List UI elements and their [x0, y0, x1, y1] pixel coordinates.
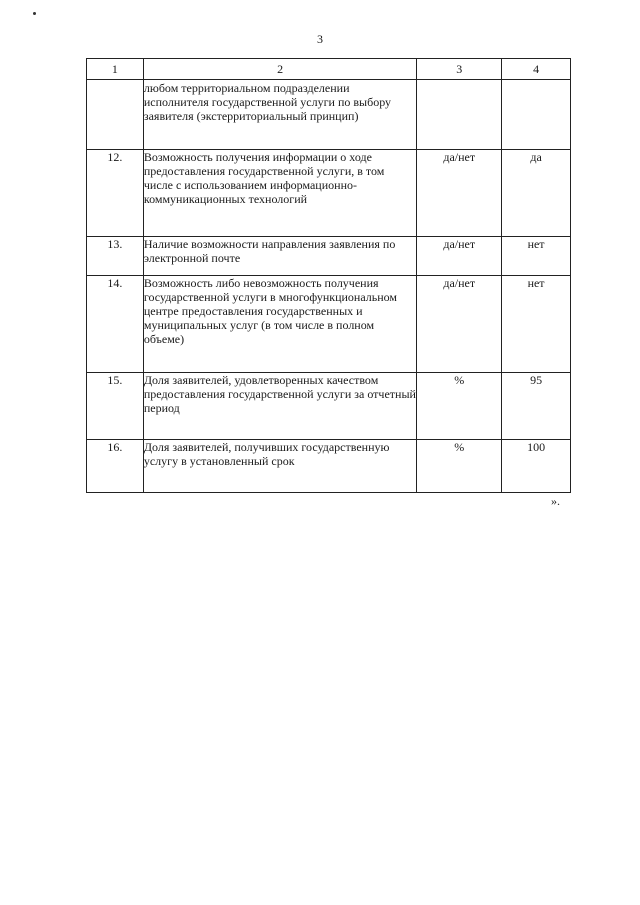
indicator-description: Возможность получения информации о ходе предоставления государственной услуги, в том числе с использованием информационно-коммуникационных технологий [143, 150, 417, 237]
unit-cell: да/нет [417, 237, 502, 276]
table-row [87, 440, 571, 493]
table-row [87, 150, 571, 237]
unit-cell: да/нет [417, 276, 502, 373]
value-cell [502, 80, 571, 150]
value-cell: 100 [502, 440, 571, 493]
row-number [87, 80, 144, 150]
unit-cell: % [417, 440, 502, 493]
indicator-description: Возможность либо невозможность получения государственной услуги в многофункциональном центре предоставления государственных и муниципальных услуг (в том числе в полном объеме) [143, 276, 417, 373]
row-number: 12. [87, 150, 144, 237]
table-row [87, 373, 571, 440]
column-header-4: 4 [502, 59, 571, 80]
table-row [87, 237, 571, 276]
value-cell: нет [502, 237, 571, 276]
row-number: 14. [87, 276, 144, 373]
column-header-3: 3 [417, 59, 502, 80]
indicator-description: любом территориальном подразделении исполнителя государственной услуги по выбору заявителя (экстерриториальный принцип) [143, 80, 417, 150]
page-number: 3 [317, 32, 323, 46]
indicator-description: Наличие возможности направления заявления по электронной почте [143, 237, 417, 276]
unit-cell: % [417, 373, 502, 440]
unit-cell: да/нет [417, 150, 502, 237]
indicators-table [86, 58, 571, 493]
scan-artifact-dot [33, 12, 36, 15]
row-number: 16. [87, 440, 144, 493]
value-cell: да [502, 150, 571, 237]
indicator-description: Доля заявителей, удовлетворенных качеством предоставления государственной услуги за отчетный период [143, 373, 417, 440]
table-row [87, 80, 571, 150]
table-row [87, 276, 571, 373]
indicator-description: Доля заявителей, получивших государственную услугу в установленный срок [143, 440, 417, 493]
unit-cell [417, 80, 502, 150]
value-cell: 95 [502, 373, 571, 440]
row-number: 15. [87, 373, 144, 440]
value-cell: нет [502, 276, 571, 373]
column-header-2: 2 [143, 59, 417, 80]
closing-quote-mark: ». [551, 494, 560, 508]
row-number: 13. [87, 237, 144, 276]
table-header-row [87, 59, 571, 80]
column-header-1: 1 [87, 59, 144, 80]
